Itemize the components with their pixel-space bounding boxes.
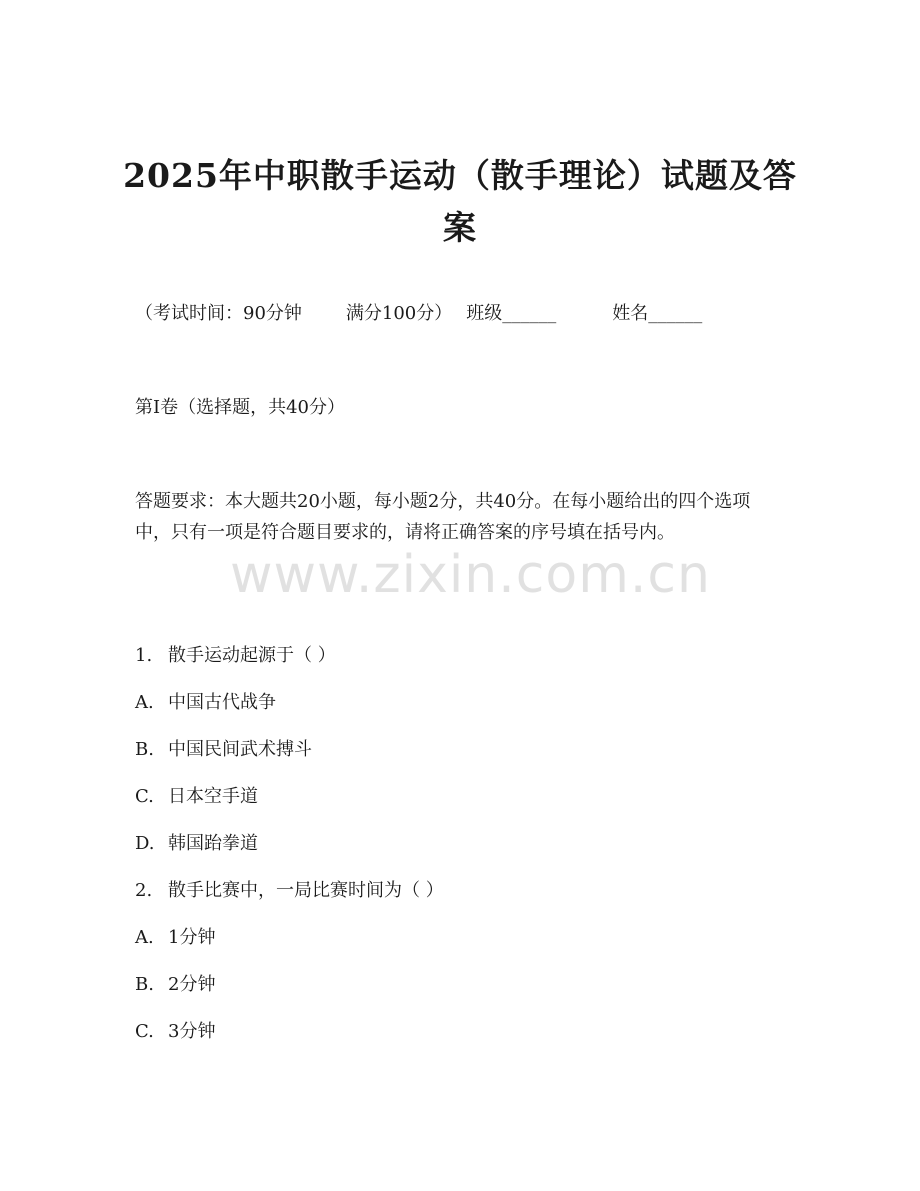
option-1-c: [135, 783, 795, 830]
option-2-c: [135, 1018, 795, 1065]
full-score: 满分100分）: [345, 303, 453, 324]
question-list: [135, 642, 795, 1065]
option-text: 3分钟: [168, 1021, 216, 1042]
class-field: 班级______: [466, 303, 557, 324]
option-1-b: [135, 736, 795, 783]
title-line-1: 2025年中职散手运动（散手理论）试题及答: [123, 156, 797, 195]
section-heading: 第I卷（选择题，共40分）: [135, 397, 346, 418]
option-label: A.: [135, 927, 154, 948]
exam-time: （考试时间：90分钟: [135, 303, 302, 324]
question-1: [135, 642, 795, 689]
option-2-a: [135, 924, 795, 971]
instructions-paragraph: 答题要求：本大题共20小题，每小题2分，共40分。在每小题给出的四个选项中，只有一项是符合题目要求的，请将正确答案的序号填在括号内。: [135, 491, 751, 543]
option-label: C.: [135, 1021, 154, 1042]
exam-info-line: [135, 300, 795, 328]
option-text: 2分钟: [168, 974, 216, 995]
question-2: [135, 877, 795, 924]
option-label: B.: [135, 739, 154, 760]
option-text: 中国民间武术搏斗: [168, 739, 312, 760]
option-text: 1分钟: [168, 927, 216, 948]
question-stem: 散手运动起源于（ ）: [168, 645, 336, 666]
option-1-a: [135, 689, 795, 736]
option-1-d: [135, 830, 795, 877]
option-text: 日本空手道: [168, 786, 258, 807]
watermark: www.zixin.com.cn: [230, 545, 711, 605]
option-label: A.: [135, 692, 154, 713]
title-line-2: 案: [443, 208, 477, 247]
name-field: 姓名______: [612, 303, 703, 324]
page-title: [120, 150, 800, 254]
question-number: 2.: [135, 880, 153, 901]
question-stem: 散手比赛中，一局比赛时间为（ ）: [168, 880, 444, 901]
option-label: B.: [135, 974, 154, 995]
option-label: C.: [135, 786, 154, 807]
option-text: 韩国跆拳道: [168, 833, 258, 854]
option-2-b: [135, 971, 795, 1018]
option-label: D.: [135, 833, 155, 854]
question-number: 1.: [135, 645, 153, 666]
option-text: 中国古代战争: [168, 692, 276, 713]
